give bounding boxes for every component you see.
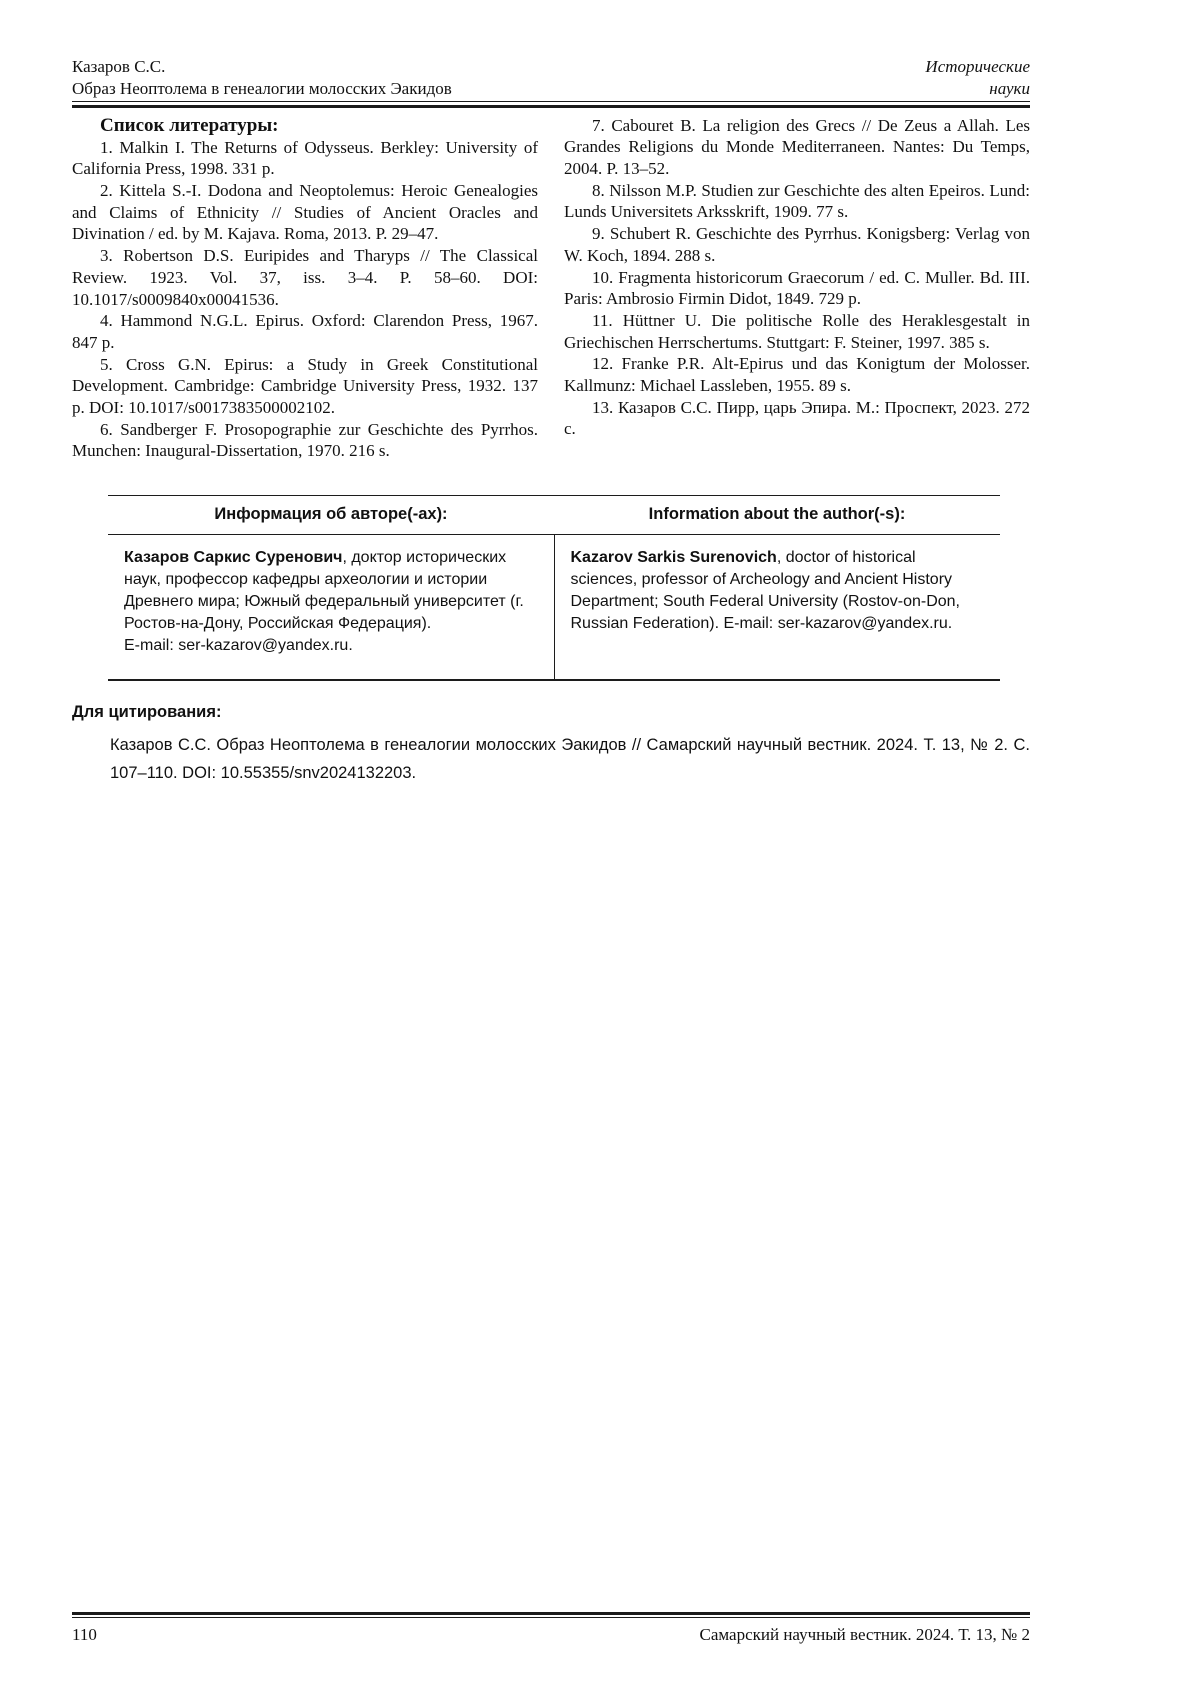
citation-label: Для цитирования: — [72, 703, 222, 722]
reference-item: 8. Nilsson M.P. Studien zur Geschichte des alten Epeiros. Lund: Lunds Universitets Arksskrift, 1909. 77 s. — [564, 180, 1030, 222]
author-name-ru: Казаров Саркис Суренович — [124, 549, 343, 567]
author-info-en — [554, 535, 1000, 681]
reference-item: 9. Schubert R. Geschichte des Pyrrhus. Konigsberg: Verlag von W. Koch, 1894. 288 s. — [564, 224, 1030, 265]
reference-item: 10. Fragmenta historicorum Graecorum / ed. C. Muller. Bd. III. Paris: Ambrosio Firmin Didot, 1849. 729 p. — [564, 267, 1030, 309]
running-head-section — [925, 56, 1030, 100]
reference-item: 4. Hammond N.G.L. Epirus. Oxford: Clarendon Press, 1967. 847 p. — [72, 311, 538, 352]
journal-reference: Самарский научный вестник. 2024. Т. 13, № 2 — [699, 1624, 1030, 1644]
references-heading: Список литературы: — [100, 114, 279, 136]
reference-item: 2. Kittela S.-I. Dodona and Neoptolemus: Heroic Genealogies and Claims of Ethnicity // Studies of Ancient Oracles and Divination / ed. by M. Kajava. Roma, 2013. P. 29–47. — [72, 181, 538, 244]
author-details-ru: , доктор исторических наук, профессор кафедры археологии и истории Древнего мира; Южный федеральный университет (г. Ростов-на-Дону, Российская Федерация). — [124, 549, 524, 633]
reference-item: 7. Cabouret B. La religion des Grecs // De Zeus a Allah. Les Grandes Religions du Monde Mediterraneen. Nantes: Du Temps, 2004. P. 13–52. — [564, 115, 1030, 178]
page-content — [72, 56, 1030, 787]
author-table-header-en: Information about the author(-s): — [554, 496, 1000, 535]
reference-item: 1. Malkin I. The Returns of Odysseus. Berkley: University of California Press, 1998. 331 p. — [72, 137, 538, 179]
author-table-header-row — [108, 496, 1000, 535]
running-head-left — [72, 56, 452, 100]
running-head — [72, 56, 1030, 102]
reference-item: 13. Казаров С.С. Пирр, царь Эпира. М.: Проспект, 2023. 272 с. — [564, 397, 1030, 439]
page-footer — [72, 1612, 1030, 1646]
section-name-line2: науки — [989, 79, 1030, 98]
header-rule — [72, 105, 1030, 108]
citation-section — [72, 701, 1030, 787]
citation-text: Казаров С.С. Образ Неоптолема в генеалогии молосских Эакидов // Самарский научный вестник. 2024. Т. 13, № 2. С. 107–110. DOI: 10.55355/snv2024132203. — [110, 736, 1030, 783]
references-column-left — [72, 115, 538, 463]
reference-item: 6. Sandberger F. Prosopographie zur Geschichte des Pyrrhos. Munchen: Inaugural-Dissertation, 1970. 216 s. — [72, 419, 538, 461]
author-info-table — [108, 495, 1000, 681]
author-info-ru — [108, 535, 554, 681]
running-head-title: Образ Неоптолема в генеалогии молосских Эакидов — [72, 79, 452, 98]
reference-item: 12. Franke P.R. Alt-Epirus und das Konigtum der Molosser. Kallmunz: Michael Lassleben, 1955. 89 s. — [564, 354, 1030, 396]
page-number: 110 — [72, 1624, 97, 1644]
footer-rule-thin — [72, 1617, 1030, 1618]
author-table-body-row — [108, 535, 1000, 681]
footer-row — [72, 1624, 1030, 1646]
section-name-line1: Исторические — [925, 57, 1030, 76]
reference-item: 3. Robertson D.S. Euripides and Tharyps // The Classical Review. 1923. Vol. 37, iss. 3–4. P. 58–60. DOI: 10.1017/s0009840x00041536. — [72, 246, 538, 309]
references-section — [72, 115, 1030, 463]
reference-item: 11. Hüttner U. Die politische Rolle des Heraklesgestalt in Griechischen Herrschertums. Stuttgart: F. Steiner, 1997. 385 s. — [564, 310, 1030, 352]
footer-rule-thick — [72, 1612, 1030, 1615]
running-head-author: Казаров С.С. — [72, 57, 166, 76]
author-name-en: Kazarov Sarkis Surenovich — [570, 549, 777, 567]
author-table-header-ru: Информация об авторе(-ах): — [108, 496, 554, 535]
author-details-en: , doctor of historical sciences, professor of Archeology and Ancient History Department; South Federal University (Rostov-on-Don, Russian Federation). E-mail: ser-kazarov@yandex.ru. — [570, 549, 960, 633]
references-column-right — [564, 115, 1030, 463]
reference-item: 5. Cross G.N. Epirus: a Study in Greek Constitutional Development. Cambridge: Cambridge University Press, 1932. 137 p. DOI: 10.1017/s0017383500002102. — [72, 354, 538, 418]
author-email-ru: E-mail: ser-kazarov@yandex.ru. — [124, 637, 353, 655]
